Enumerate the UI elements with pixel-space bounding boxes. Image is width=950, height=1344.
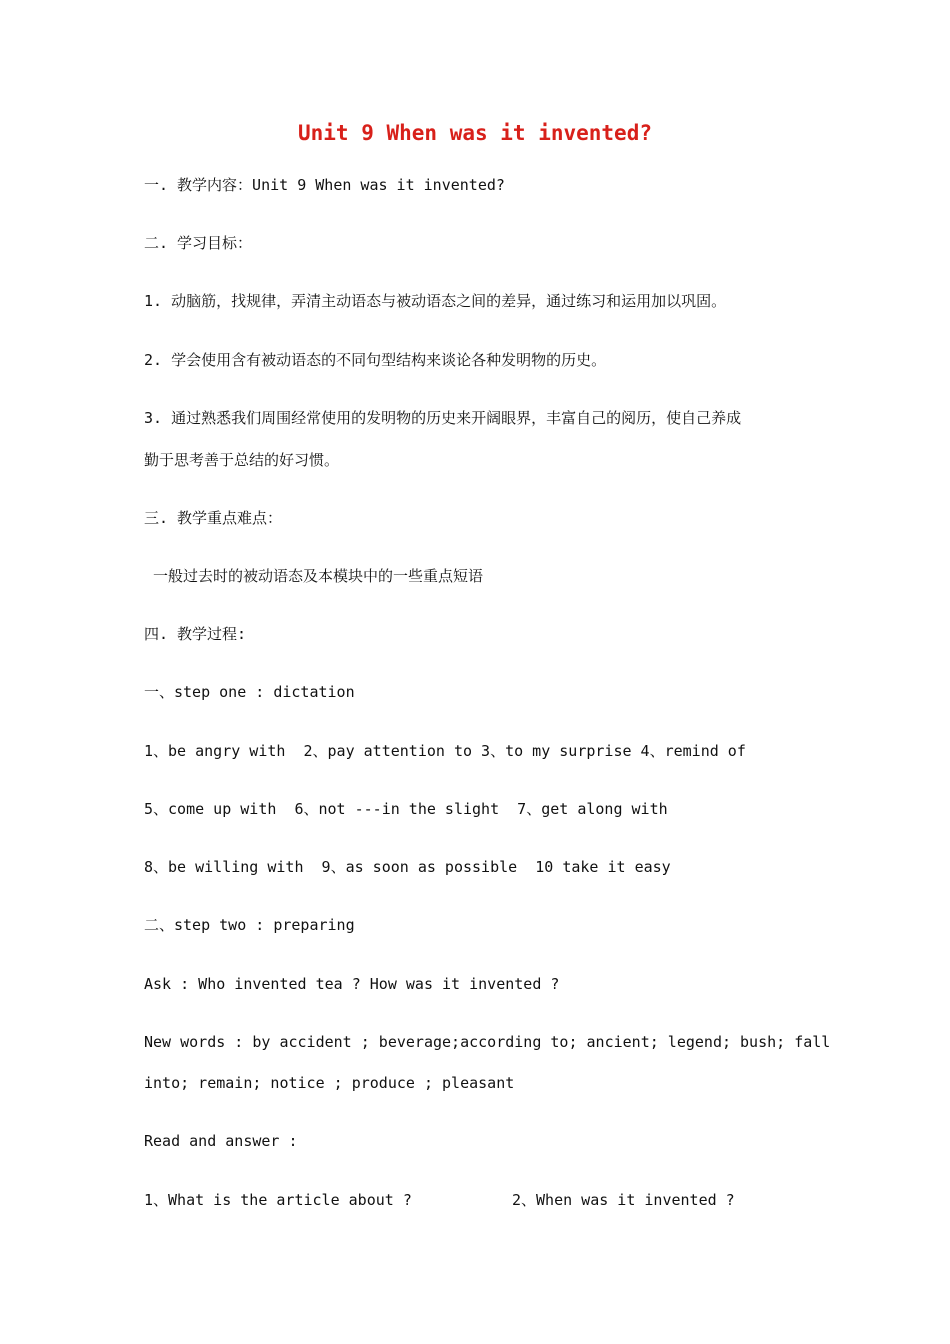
read-and-answer: Read and answer :	[144, 1132, 298, 1150]
dictation-line-2: 5、come up with 6、not ---in the slight 7、get along with	[144, 800, 668, 818]
page-title: Unit 9 When was it invented?	[297, 121, 652, 145]
question-1: 1、What is the article about ?	[144, 1191, 412, 1209]
key-points-text: 一般过去时的被动语态及本模块中的一些重点短语	[144, 567, 484, 585]
dictation-line-1: 1、be angry with 2、pay attention to 3、to my surprise 4、remind of	[144, 742, 746, 760]
section-learning-goals: 二. 学习目标：	[144, 234, 253, 252]
step-two-heading: 二、step two : preparing	[144, 916, 355, 934]
question-2: 2、When was it invented ?	[512, 1191, 735, 1209]
new-words-line-2: into; remain; notice ; produce ; pleasant	[144, 1074, 515, 1092]
new-words-line-1: New words : by accident ; beverage;according to; ancient; legend; bush; fall	[144, 1033, 831, 1051]
section-teaching-process: 四. 教学过程:	[144, 625, 247, 643]
section-teaching-content: 一. 教学内容：Unit 9 When was it invented?	[144, 176, 505, 194]
ask-question: Ask : Who invented tea ? How was it invented ?	[144, 975, 560, 993]
step-one-heading: 一、step one : dictation	[144, 683, 355, 701]
section-key-points: 三. 教学重点难点：	[144, 509, 283, 527]
goal-item-3-line-1: 3. 通过熟悉我们周围经常使用的发明物的历史来开阔眼界，丰富自己的阅历，使自己养成	[144, 409, 742, 427]
goal-item-3-line-2: 勤于思考善于总结的好习惯。	[144, 451, 340, 469]
dictation-line-3: 8、be willing with 9、as soon as possible 10 take it easy	[144, 858, 671, 876]
goal-item-1: 1. 动脑筋，找规律，弄清主动语态与被动语态之间的差异，通过练习和运用加以巩固。	[144, 292, 727, 310]
goal-item-2: 2. 学会使用含有被动语态的不同句型结构来谈论各种发明物的历史。	[144, 351, 607, 369]
